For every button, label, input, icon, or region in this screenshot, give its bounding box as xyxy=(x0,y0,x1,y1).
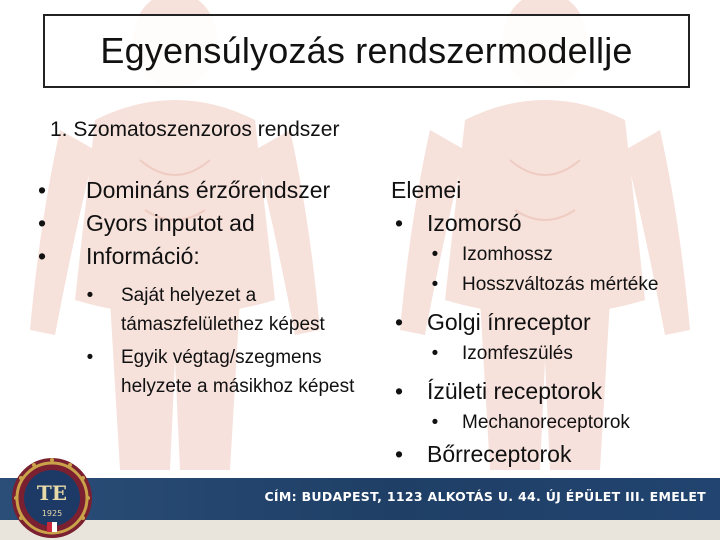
list-item-text: Bőrreceptorok xyxy=(427,441,572,467)
list-item-text: Izomorsó xyxy=(427,210,522,236)
list-item-text: Ízületi receptorok xyxy=(427,378,603,404)
list-item xyxy=(30,240,360,273)
bullet-icon: • xyxy=(431,343,439,364)
bullet-icon: • xyxy=(394,210,404,236)
elements-heading: Elemei xyxy=(391,177,462,203)
logo-year: 1925 xyxy=(41,509,63,518)
sub-list-item xyxy=(30,343,360,401)
sub-list-item-text: Izomhossz xyxy=(462,244,553,265)
sub-list-item-text: Egyik végtag/szegmens helyzete a másikhoz képest xyxy=(121,347,355,397)
list-item-text: Golgi ínreceptor xyxy=(427,309,591,335)
sub-list-item xyxy=(30,281,360,339)
title-box xyxy=(43,14,690,88)
sub-list-item xyxy=(391,408,711,438)
sub-list-item xyxy=(391,240,711,270)
bullet-icon: • xyxy=(37,210,47,236)
bullet-icon: • xyxy=(431,412,439,433)
bullet-icon: • xyxy=(394,441,404,467)
sub-list-item xyxy=(391,339,711,369)
list-item xyxy=(391,438,711,471)
list-item xyxy=(30,207,360,240)
list-item-text: Domináns érzőrendszer xyxy=(86,177,331,203)
sub-list-item-text: Saját helyezet a támaszfelülethez képest xyxy=(121,285,325,335)
bullet-icon: • xyxy=(37,177,47,203)
sub-list-item-text: Izomfeszülés xyxy=(462,343,573,364)
slide-title: Egyensúlyozás rendszermodellje xyxy=(100,30,633,71)
bullet-icon: • xyxy=(394,378,404,404)
bullet-icon: • xyxy=(86,285,94,306)
footer-address: CÍM: BUDAPEST, 1123 ALKOTÁS U. 44. ÚJ ÉPÜLET III. EMELET xyxy=(264,489,706,504)
list-item-text: Információ: xyxy=(86,243,200,269)
bullet-icon: • xyxy=(86,347,94,368)
bullet-icon: • xyxy=(37,243,47,269)
section-subtitle: 1. Szomatoszenzoros rendszer xyxy=(50,118,340,141)
list-item xyxy=(391,375,711,408)
sub-list-item-text: Hosszváltozás mértéke xyxy=(462,274,659,295)
university-logo-icon xyxy=(10,456,94,540)
list-item-text: Gyors inputot ad xyxy=(86,210,255,236)
list-item xyxy=(30,174,360,207)
footer-accent-strip xyxy=(0,520,720,540)
sub-list-item xyxy=(391,270,711,300)
right-column xyxy=(391,174,711,471)
logo-text: TE xyxy=(36,481,68,505)
bullet-icon: • xyxy=(394,309,404,335)
bullet-icon: • xyxy=(431,244,439,265)
list-item xyxy=(391,306,711,339)
sub-list-item-text: Mechanoreceptorok xyxy=(462,412,630,433)
list-item xyxy=(391,207,711,240)
left-column xyxy=(30,174,360,401)
bullet-icon: • xyxy=(431,274,439,295)
